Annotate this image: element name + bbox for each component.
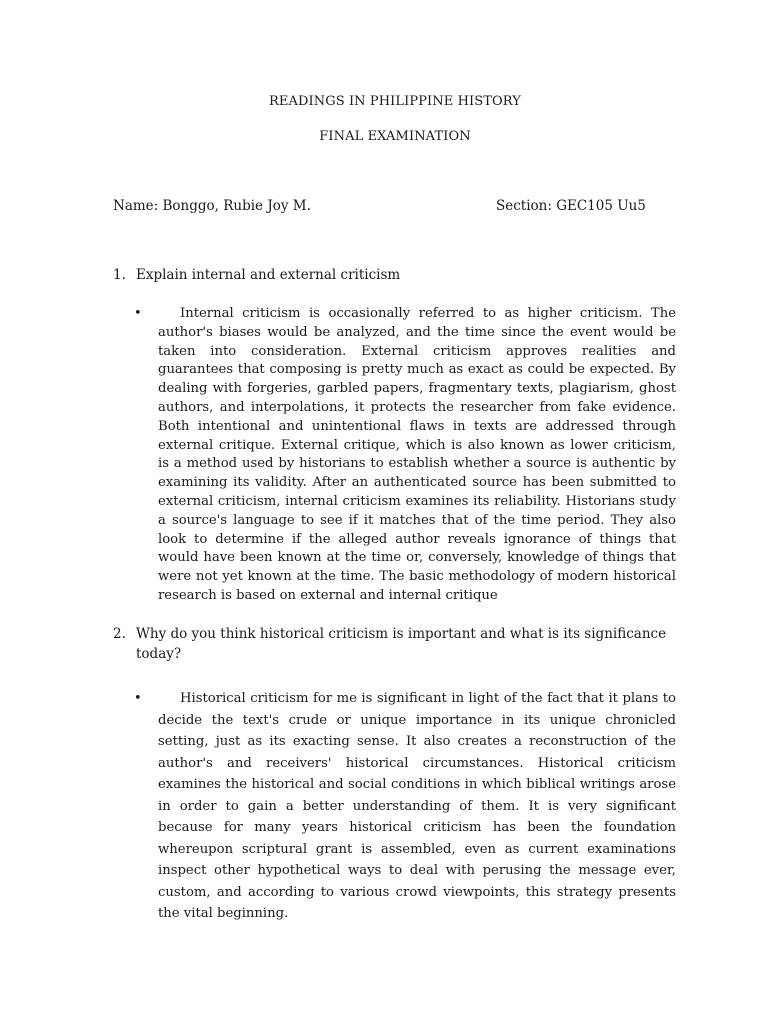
question-number: 1. xyxy=(113,267,126,283)
answer-1 xyxy=(134,305,676,606)
exam-title: FINAL EXAMINATION xyxy=(319,129,471,144)
answer-text: Historical criticism for me is significant in light of the fact that it plans to decide the text's crude or unique importance in its unique chronicled setting, just as its exacting sense. It also creates a reconstruction of the author's and receivers' historical circumstances. Historical criticism examines the historical and social conditions in which biblical writings arose in order to gain a better understanding of them. It is very significant because for many years historical criticism has been the foundation whereupon scriptural grant is assembled, even as current examinations inspect other hypothetical ways to deal with perusing the message ever, custom, and according to various crowd viewpoints, this strategy presents the vital beginning. xyxy=(158,691,676,921)
answer-text: Internal criticism is occasionally referred to as higher criticism. The author's biases would be analyzed, and the time since the event would be taken into consideration. External criticism approves realities and guarantees that composing is pretty much as exact as could be expected. By dealing with forgeries, garbled papers, fragmentary texts, plagiarism, ghost authors, and interpolations, it protects the researcher from fake evidence. Both intentional and unintentional flaws in texts are addressed through external critique. External critique, which is also known as lower criticism, is a method used by historians to establish whether a source is authentic by examining its validity. After an authenticated source has been submitted to external criticism, internal criticism examines its reliability. Historians study a source's language to see if it matches that of the time period. They also look to determine if the alleged author reveals ignorance of things that would have been known at the time or, conversely, knowledge of things that were not yet known at the time. The basic methodology of modern historical research is based on external and internal critique xyxy=(158,306,676,603)
question-1 xyxy=(113,265,673,285)
answer-2 xyxy=(134,688,676,925)
course-title: READINGS IN PHILIPPINE HISTORY xyxy=(269,94,521,109)
question-number: 2. xyxy=(113,626,126,642)
question-text: Why do you think historical criticism is important and what is its significance today? xyxy=(136,626,667,662)
bullet-icon: • xyxy=(134,691,142,706)
question-text: Explain internal and external criticism xyxy=(136,267,401,283)
question-2 xyxy=(113,624,673,664)
student-name: Name: Bonggo, Rubie Joy M. xyxy=(113,198,311,214)
bullet-icon: • xyxy=(134,306,142,321)
student-section: Section: GEC105 Uu5 xyxy=(496,198,646,214)
